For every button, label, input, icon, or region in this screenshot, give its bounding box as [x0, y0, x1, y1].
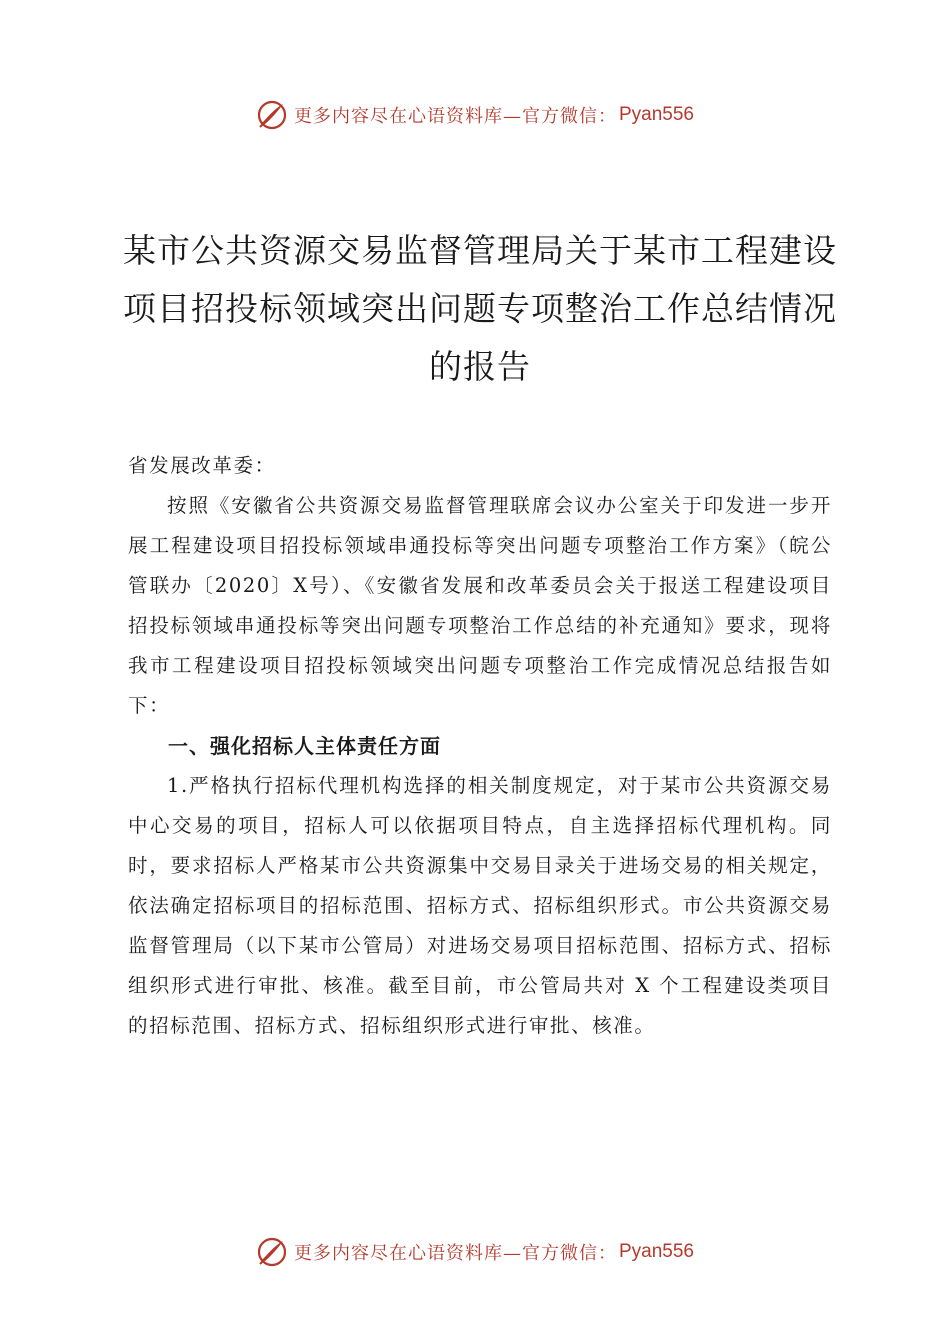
banner-wechat-id: Pyan556	[618, 1241, 694, 1262]
quill-logo-icon	[256, 1236, 288, 1268]
section-paragraph: 1.严格执行招标代理机构选择的相关制度规定，对于某市公共资源交易中心交易的项目，招标人可以依据项目特点，自主选择招标代理机构。同时，要求招标人严格某市公共资源集中交易目录关于进场交易的相关规定，依法确定招标项目的招标范围、招标方式、招标组织形式。市公共资源交易监督管理局（以下某市公管局）对进场交易项目招标范围、招标方式、招标组织形式进行审批、核准。截至目前，市公管局共对 X 个工程建设类项目的招标范围、招标方式、招标组织形式进行审批、核准。	[128, 774, 832, 1037]
salutation: 省发展改革委：	[128, 454, 276, 477]
banner-text: 更多内容尽在心语资料库—官方微信：	[293, 106, 617, 127]
section-heading: 一、强化招标人主体责任方面	[168, 734, 441, 758]
header-banner	[0, 95, 950, 135]
banner-text: 更多内容尽在心语资料库—官方微信：	[293, 1243, 617, 1264]
document-title: 某市公共资源交易监督管理局关于某市工程建设项目招投标领域突出问题专项整治工作总结情况的报告	[123, 231, 837, 386]
quill-logo-icon	[256, 99, 288, 131]
document-body	[128, 446, 832, 1046]
intro-paragraph: 按照《安徽省公共资源交易监督管理联席会议办公室关于印发进一步开展工程建设项目招投标领域串通投标等突出问题专项整治工作方案》（皖公管联办〔2020〕X号）、《安徽省发展和改革委员会关于报送工程建设项目招投标领域串通投标等突出问题专项整治工作总结的补充通知》要求，现将我市工程建设项目招投标领域突出问题专项整治工作完成情况总结报告如下：	[128, 494, 832, 717]
footer-banner	[0, 1232, 950, 1272]
banner-wechat-id: Pyan556	[618, 104, 694, 125]
